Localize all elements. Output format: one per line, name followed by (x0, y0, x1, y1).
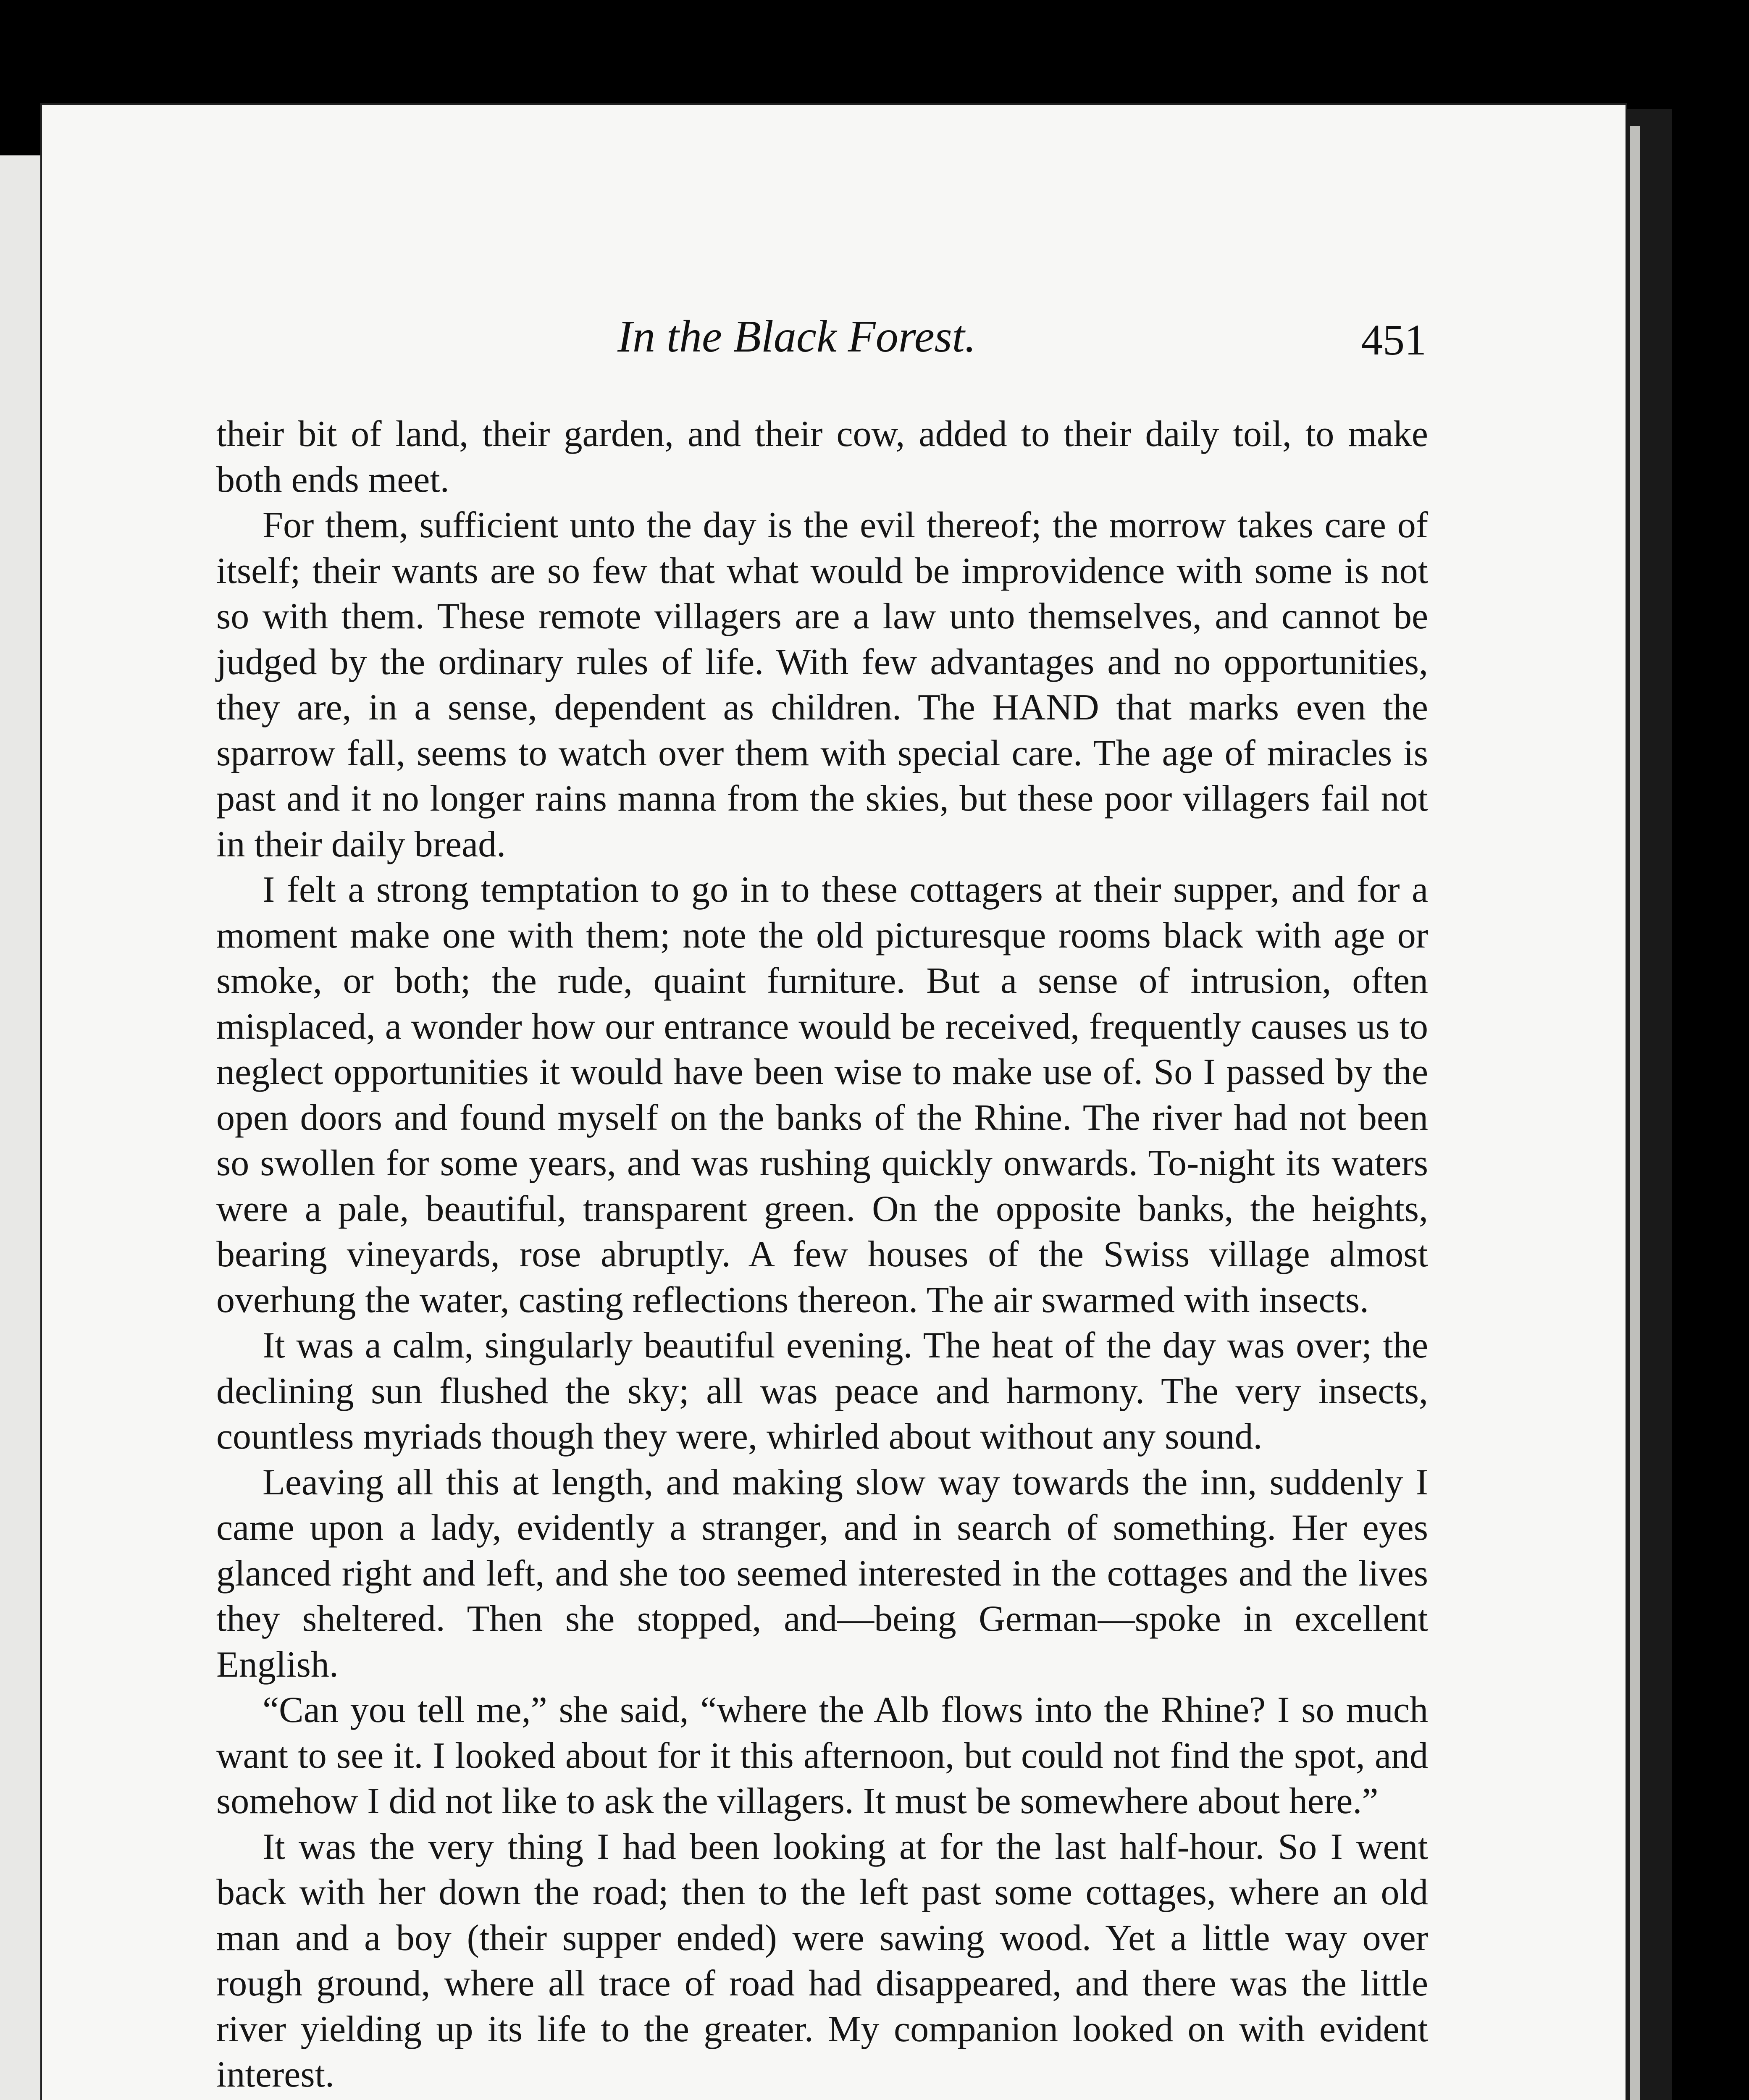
paragraph: It was the very thing I had been looking at for the last half-hour. So I went back with her down the road; then to the left past some cottages, where an old man and a boy (their supper ended) were sawing wood. Yet a little way over rough ground, where all trace of road had disappeared, and there was the little river yielding up its life to the greater. My companion looked on with evident interest. (216, 1826, 1428, 2095)
paragraph: their bit of land, their garden, and their cow, added to their daily toil, to make both ends meet. (216, 414, 1428, 500)
paragraph: It was a calm, singularly beautiful evening. The heat of the day was over; the declining sun flushed the sky; all was peace and harmony. The very insects, countless myriads though they were, whirled about without any sound. (216, 1325, 1428, 1457)
paragraph (216, 2098, 1428, 2100)
paragraph: I felt a strong temptation to go in to these cottagers at their supper, and for a moment make one with them; note the old picturesque rooms black with age or smoke, or both; the rude, quaint furniture. But a sense of intrusion, often misplaced, a wonder how our entrance would be received, frequently causes us to neglect opportunities it would have been wise to make use of. So I passed by the open doors and found myself on the banks of the Rhine. The river had not been so swollen for some years, and was rushing quickly onwards. To-night its waters were a pale, beautiful, transparent green. On the opposite banks, the heights, bearing vineyards, rose abruptly. A few houses of the Swiss village almost overhung the water, casting reflections thereon. The air swarmed with insects. (216, 869, 1428, 1320)
paragraph: For them, sufficient unto the day is the evil thereof; the morrow takes care of itself; their wants are so few that what would be improvidence with some is not so with them. These remote villagers are a law unto themselves, and cannot be judged by the ordinary rules of life. With few advantages and no opportunities, they are, in a sense, dependent as children. The HAND that marks even the sparrow fall, seems to watch over them with special care. The age of miracles is past and it no longer rains manna from the skies, but these poor villagers fail not in their daily bread. (216, 505, 1428, 865)
page-number: 451 (1361, 316, 1426, 364)
paragraph: “Can you tell me,” she said, “where the Alb flows into the Rhine? I so much want to see it. I looked about for it this afternoon, but could not find the spot, and somehow I did not like to ask the villagers. It must be somewhere about here.” (216, 1690, 1428, 1822)
page-stack-edge-highlight (1630, 126, 1640, 2100)
running-head (176, 307, 1436, 370)
running-title: In the Black Forest. (617, 312, 976, 362)
paragraph: Leaving all this at length, and making slow way towards the inn, suddenly I came upon a lady, evidently a stranger, and in search of something. Her eyes glanced right and left, and she too seemed interested in the cottages and the lives they sheltered. Then she stopped, and—being German—spoke in excellent English. (216, 1462, 1428, 1685)
body-text (216, 412, 1428, 2100)
